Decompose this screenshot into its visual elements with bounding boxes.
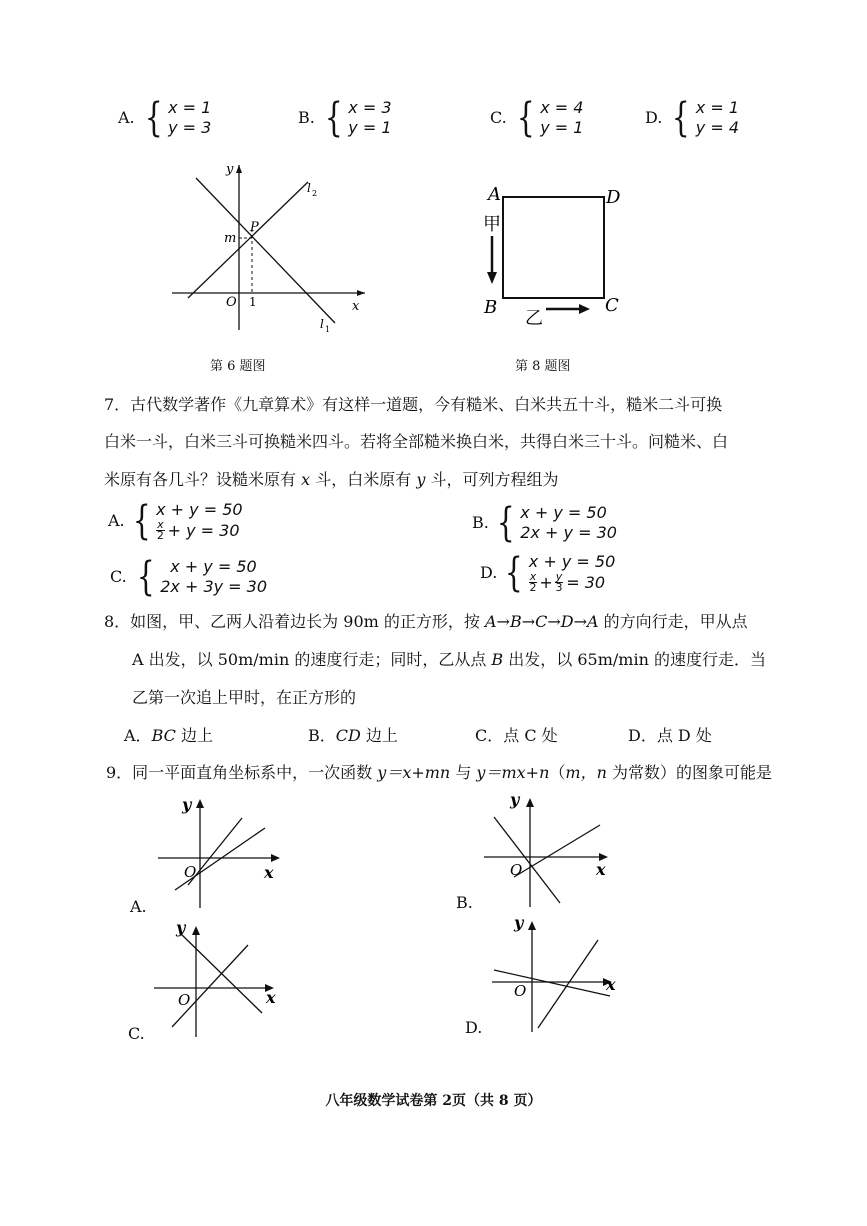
q8-line-3: 乙第一次追上甲时，在正方形的 xyxy=(132,688,357,707)
option-label: B. xyxy=(472,513,489,532)
q7-option-c xyxy=(110,554,268,600)
graph-c xyxy=(150,915,290,1040)
option-label: A. xyxy=(108,510,125,530)
line-2 xyxy=(514,825,600,877)
fig8-caption: 第 8 题图 xyxy=(515,359,571,374)
figure-6 xyxy=(160,150,380,350)
q7-line-2: 白米一斗，白米三斗可换糙米四斗。若将全部糙米换白米，共得白米三十斗。问糙米、白 xyxy=(104,432,729,451)
brace: { xyxy=(496,500,515,546)
right-arrow-icon xyxy=(579,304,590,314)
option-label: C. xyxy=(490,108,507,127)
q7-line-1: 7．古代数学著作《九章算术》有这样一道题，今有糙米、白米共五十斗，糙米二斗可换 xyxy=(104,395,723,414)
l1-label: l xyxy=(320,317,324,331)
l1-subscript: 1 xyxy=(325,325,331,334)
equation: x + y = 50 xyxy=(170,557,257,576)
q7-option-a xyxy=(108,497,243,544)
equation: x = 1 xyxy=(695,98,740,117)
line-2 xyxy=(172,945,248,1027)
equation: 2x + y = 30 xyxy=(520,523,617,542)
q5-option-d xyxy=(645,95,740,141)
graph-b xyxy=(478,785,618,910)
x-label: x xyxy=(596,860,606,879)
x-label: x xyxy=(352,299,360,314)
line-1 xyxy=(180,933,262,1013)
y-label: y xyxy=(226,162,234,177)
equation: 2x + 3y = 30 xyxy=(160,577,268,596)
page-footer: 八年级数学试卷第 2页（共 8 页） xyxy=(325,1093,542,1109)
line-l1 xyxy=(196,178,335,323)
q9-stem: 9．同一平面直角坐标系中，一次函数 y＝x+mn 与 y＝mx+n（m，n 为常数）的图象可能是 xyxy=(106,763,772,782)
equation: x 2 + y = 30 xyxy=(156,518,240,542)
option-label: C. xyxy=(110,567,127,586)
fig6-caption: 第 6 题图 xyxy=(210,359,266,374)
option-label: D. xyxy=(480,562,498,582)
equation: x = 4 xyxy=(540,98,584,117)
y-label: y xyxy=(514,913,524,932)
y-arrow-icon xyxy=(196,799,204,808)
q5-option-b xyxy=(298,95,392,141)
graph-b-label: B. xyxy=(456,893,473,912)
brace: { xyxy=(132,497,151,544)
origin-label: O xyxy=(226,295,237,310)
y-arrow-icon xyxy=(526,798,534,807)
equation: y = 4 xyxy=(695,118,740,137)
q8-line-1: 8．如图，甲、乙两人沿着边长为 90m 的正方形，按 A→B→C→D→A 的方向行走，甲从点 xyxy=(104,612,748,631)
graph-a xyxy=(150,790,290,910)
jia-label: 甲 xyxy=(483,214,501,235)
q8-option-b: B．CD 边上 xyxy=(308,726,398,745)
option-label: B. xyxy=(298,108,315,127)
option-label: A. xyxy=(118,108,135,127)
line-1 xyxy=(494,817,560,903)
q8-line-2: A 出发，以 50m/min 的速度行走；同时，乙从点 B 出发，以 65m/min 的速度行走．当 xyxy=(132,650,766,669)
line-2 xyxy=(538,940,598,1028)
m-label: m xyxy=(224,231,237,246)
line-l2 xyxy=(188,182,308,298)
q7-option-d xyxy=(480,549,616,596)
brace: { xyxy=(136,554,155,600)
line-1 xyxy=(494,970,610,996)
vertex-d: D xyxy=(606,187,621,208)
q7-option-b xyxy=(472,500,617,546)
brace: { xyxy=(144,95,163,141)
figure-8 xyxy=(480,178,630,328)
equation: y = 1 xyxy=(540,118,584,137)
equation: x = 3 xyxy=(348,98,392,117)
brace: { xyxy=(516,95,535,141)
down-arrow-icon xyxy=(487,272,497,284)
brace: { xyxy=(672,95,690,141)
graph-c-label: C. xyxy=(128,1024,145,1043)
equation: x + y = 50 xyxy=(156,500,243,519)
q5-option-c xyxy=(490,95,584,141)
graph-d-label: D. xyxy=(465,1018,483,1037)
x-label: x xyxy=(266,988,276,1007)
origin-label: O xyxy=(510,861,523,879)
equation: x + y = 50 xyxy=(528,552,616,571)
one-label: 1 xyxy=(249,295,257,309)
equation: y = 1 xyxy=(348,118,392,137)
yi-label: 乙 xyxy=(525,308,543,328)
brace: { xyxy=(505,549,523,596)
vertex-a: A xyxy=(488,184,501,205)
y-label: y xyxy=(182,795,192,814)
origin-label: O xyxy=(178,991,191,1009)
y-arrow-icon xyxy=(528,921,536,930)
equation: x = 1 xyxy=(168,98,212,117)
y-arrow-icon xyxy=(192,926,200,935)
square xyxy=(503,197,604,298)
vertex-c: C xyxy=(605,295,619,316)
equation: x 2 + $\frac{y}{3}$ = 30 xyxy=(529,570,606,594)
brace: { xyxy=(324,95,343,141)
y-label: y xyxy=(510,790,520,809)
origin-label: O xyxy=(184,863,197,881)
l2-subscript: 2 xyxy=(312,189,318,198)
q8-option-d: D．点 D 处 xyxy=(628,726,712,745)
x-axis-arrow-icon xyxy=(357,290,365,296)
x-arrow-icon xyxy=(271,854,280,862)
q5-option-a xyxy=(118,95,212,141)
q8-option-a: A．BC 边上 xyxy=(124,726,213,745)
p-label: P xyxy=(250,220,259,235)
vertex-b: B xyxy=(484,297,498,318)
graph-a-label: A. xyxy=(130,897,147,916)
equation: y = 3 xyxy=(168,118,212,137)
graph-d xyxy=(488,910,623,1035)
option-label: D. xyxy=(645,108,663,127)
x-label: x xyxy=(264,863,274,882)
q7-line-3: 米原有各几斗？设糙米原有 x 斗，白米原有 y 斗，可列方程组为 xyxy=(104,470,559,489)
equation: x + y = 50 xyxy=(520,503,607,522)
y-axis-arrow-icon xyxy=(236,165,242,173)
y-label: y xyxy=(176,918,186,937)
origin-label: O xyxy=(514,982,527,1000)
l2-label: l xyxy=(307,181,311,195)
q8-option-c: C．点 C 处 xyxy=(475,726,558,745)
x-label: x xyxy=(606,975,616,994)
